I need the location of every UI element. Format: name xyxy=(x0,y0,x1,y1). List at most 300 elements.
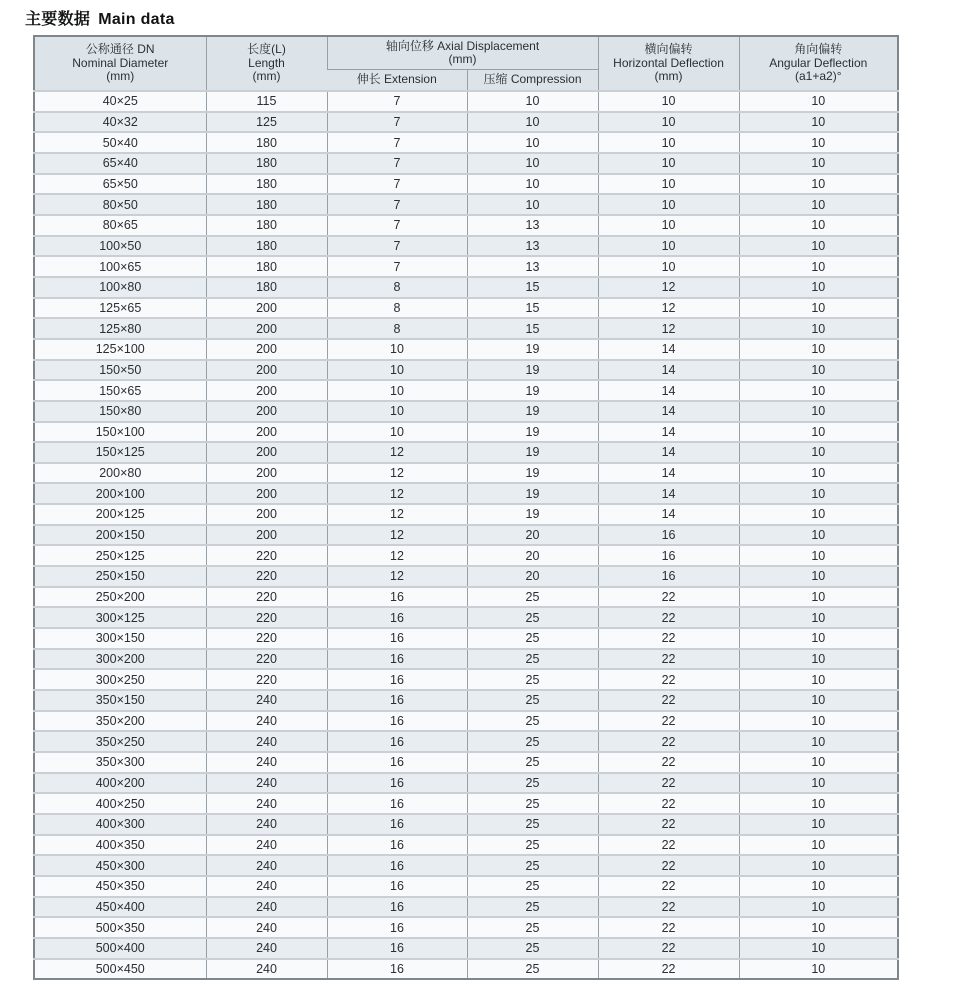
table-cell: 10 xyxy=(739,422,898,443)
table-cell: 10 xyxy=(739,876,898,897)
table-row xyxy=(34,483,898,504)
table-cell: 100×65 xyxy=(99,259,142,274)
table-cell: 200 xyxy=(206,504,327,525)
table-cell: 7 xyxy=(327,174,467,195)
table-cell: 10 xyxy=(739,504,898,525)
table-cell: 19 xyxy=(467,442,598,463)
table-cell: 125 xyxy=(206,112,327,133)
table-cell: 200×100 xyxy=(95,486,145,501)
table-cell: 16 xyxy=(327,731,467,752)
table-row xyxy=(34,422,898,443)
table-cell: 240 xyxy=(206,711,327,732)
table-cell: 10 xyxy=(739,731,898,752)
table-cell: 240 xyxy=(206,855,327,876)
table-row xyxy=(34,442,898,463)
table-cell: 25 xyxy=(467,669,598,690)
table-row xyxy=(34,649,898,670)
table-cell: 25 xyxy=(467,855,598,876)
table-cell: 25 xyxy=(467,917,598,938)
table-row xyxy=(34,215,898,236)
table-row xyxy=(34,525,898,546)
table-cell: 350×200 xyxy=(95,714,145,729)
table-row xyxy=(34,174,898,195)
table-cell: 22 xyxy=(598,731,739,752)
table-cell: 200 xyxy=(206,463,327,484)
table-cell: 12 xyxy=(598,318,739,339)
table-cell: 25 xyxy=(467,897,598,918)
table-cell: 22 xyxy=(598,587,739,608)
table-cell: 25 xyxy=(467,587,598,608)
table-cell: 10 xyxy=(739,959,898,980)
table-cell: 25 xyxy=(467,793,598,814)
table-cell: 200 xyxy=(206,298,327,319)
table-cell: 10 xyxy=(739,360,898,381)
table-cell: 10 xyxy=(739,649,898,670)
table-cell: 12 xyxy=(327,545,467,566)
header-line: (mm) xyxy=(252,69,281,84)
table-cell: 16 xyxy=(327,669,467,690)
table-cell: 10 xyxy=(327,422,467,443)
table-cell: 450×350 xyxy=(95,879,145,894)
table-cell: 12 xyxy=(327,483,467,504)
table-cell: 250×125 xyxy=(95,548,145,563)
table-cell: 12 xyxy=(598,298,739,319)
table-cell: 10 xyxy=(739,814,898,835)
table-cell: 22 xyxy=(598,669,739,690)
table-cell: 10 xyxy=(467,132,598,153)
table-cell: 16 xyxy=(598,545,739,566)
table-cell: 16 xyxy=(327,855,467,876)
table-cell: 150×125 xyxy=(95,445,145,460)
table-cell: 150×50 xyxy=(99,362,142,377)
table-cell: 7 xyxy=(327,132,467,153)
table-cell: 10 xyxy=(598,153,739,174)
table-cell: 400×300 xyxy=(95,817,145,832)
table-cell: 19 xyxy=(467,339,598,360)
table-cell: 16 xyxy=(327,835,467,856)
table-cell: 10 xyxy=(739,174,898,195)
table-cell: 10 xyxy=(739,628,898,649)
table-cell: 300×125 xyxy=(95,610,145,625)
table-row xyxy=(34,339,898,360)
table-cell: 10 xyxy=(598,236,739,257)
table-cell: 10 xyxy=(739,194,898,215)
table-row xyxy=(34,752,898,773)
header-line: 轴向位移 Axial Displacement xyxy=(385,38,540,53)
table-row xyxy=(34,277,898,298)
table-cell: 10 xyxy=(598,256,739,277)
table-cell: 450×400 xyxy=(95,899,145,914)
table-cell: 7 xyxy=(327,256,467,277)
table-cell: 10 xyxy=(739,607,898,628)
table-row xyxy=(34,153,898,174)
table-cell: 14 xyxy=(598,380,739,401)
table-cell: 240 xyxy=(206,959,327,980)
table-cell: 80×50 xyxy=(102,197,138,212)
table-cell: 150×100 xyxy=(95,424,145,439)
table-cell: 200 xyxy=(206,442,327,463)
table-cell: 22 xyxy=(598,814,739,835)
table-cell: 19 xyxy=(467,380,598,401)
table-cell: 15 xyxy=(467,298,598,319)
table-cell: 25 xyxy=(467,649,598,670)
table-row xyxy=(34,112,898,133)
header-line: 角向偏转 xyxy=(794,42,843,57)
table-cell: 25 xyxy=(467,607,598,628)
table-cell: 10 xyxy=(739,215,898,236)
table-cell: 16 xyxy=(327,959,467,980)
table-cell: 10 xyxy=(598,132,739,153)
table-cell: 10 xyxy=(739,236,898,257)
table-cell: 25 xyxy=(467,938,598,959)
table-cell: 10 xyxy=(327,339,467,360)
table-cell: 150×80 xyxy=(99,404,142,419)
table-cell: 40×32 xyxy=(102,114,138,129)
table-cell: 40×25 xyxy=(102,94,138,109)
table-cell: 300×150 xyxy=(95,631,145,646)
header-row-top xyxy=(34,36,898,70)
table-cell: 25 xyxy=(467,731,598,752)
table-cell: 100×50 xyxy=(99,238,142,253)
table-row xyxy=(34,545,898,566)
table-row xyxy=(34,917,898,938)
header-line: Nominal Diameter xyxy=(72,55,169,70)
table-cell: 50×40 xyxy=(102,135,138,150)
table-cell: 300×250 xyxy=(95,672,145,687)
page-title xyxy=(25,6,175,29)
col-header-compression: 压缩 Compression xyxy=(467,70,598,92)
table-cell: 12 xyxy=(327,463,467,484)
table-row xyxy=(34,318,898,339)
table-cell: 10 xyxy=(739,545,898,566)
table-cell: 10 xyxy=(598,194,739,215)
table-row xyxy=(34,360,898,381)
table-cell: 14 xyxy=(598,504,739,525)
table-cell: 10 xyxy=(739,132,898,153)
table-cell: 180 xyxy=(206,174,327,195)
col-header-length xyxy=(206,36,327,91)
table-cell: 25 xyxy=(467,814,598,835)
table-cell: 19 xyxy=(467,504,598,525)
table-cell: 22 xyxy=(598,876,739,897)
table-row xyxy=(34,566,898,587)
table-cell: 200 xyxy=(206,339,327,360)
table-cell: 10 xyxy=(739,401,898,422)
table-cell: 200 xyxy=(206,422,327,443)
page-title-cn: 主要数据 xyxy=(25,11,91,28)
table-cell: 10 xyxy=(739,298,898,319)
table-row xyxy=(34,814,898,835)
table-cell: 250×150 xyxy=(95,569,145,584)
table-cell: 10 xyxy=(598,112,739,133)
table-cell: 22 xyxy=(598,711,739,732)
table-cell: 13 xyxy=(467,236,598,257)
table-row xyxy=(34,938,898,959)
table-cell: 16 xyxy=(327,938,467,959)
table-cell: 16 xyxy=(327,897,467,918)
table-cell: 22 xyxy=(598,752,739,773)
table-cell: 13 xyxy=(467,256,598,277)
table-cell: 10 xyxy=(739,112,898,133)
table-cell: 19 xyxy=(467,483,598,504)
table-cell: 125×80 xyxy=(99,321,142,336)
header-line: 长度(L) xyxy=(247,42,286,57)
col-header-angular-deflection xyxy=(739,36,898,91)
table-cell: 10 xyxy=(739,773,898,794)
table-cell: 22 xyxy=(598,773,739,794)
table-cell: 10 xyxy=(739,835,898,856)
table-cell: 10 xyxy=(598,174,739,195)
table-cell: 10 xyxy=(739,587,898,608)
table-cell: 25 xyxy=(467,628,598,649)
table-cell: 13 xyxy=(467,215,598,236)
table-cell: 125×100 xyxy=(95,342,145,357)
table-cell: 7 xyxy=(327,236,467,257)
table-cell: 16 xyxy=(327,607,467,628)
table-cell: 14 xyxy=(598,483,739,504)
table-cell: 10 xyxy=(467,112,598,133)
table-cell: 10 xyxy=(327,401,467,422)
table-cell: 180 xyxy=(206,132,327,153)
table-cell: 180 xyxy=(206,194,327,215)
table-cell: 10 xyxy=(739,339,898,360)
table-cell: 100×80 xyxy=(99,280,142,295)
header-line: 公称通径 DN xyxy=(85,42,155,57)
table-row xyxy=(34,236,898,257)
table-row xyxy=(34,587,898,608)
table-cell: 8 xyxy=(327,277,467,298)
table-cell: 10 xyxy=(739,442,898,463)
main-data-table xyxy=(33,35,899,980)
table-row xyxy=(34,298,898,319)
table-cell: 220 xyxy=(206,587,327,608)
table-cell: 14 xyxy=(598,422,739,443)
table-cell: 200 xyxy=(206,380,327,401)
col-header-extension: 伸长 Extension xyxy=(327,70,467,92)
table-cell: 10 xyxy=(467,153,598,174)
table-cell: 25 xyxy=(467,752,598,773)
table-cell: 14 xyxy=(598,442,739,463)
table-cell: 400×350 xyxy=(95,837,145,852)
table-cell: 16 xyxy=(327,917,467,938)
table-cell: 22 xyxy=(598,917,739,938)
table-cell: 16 xyxy=(327,752,467,773)
table-cell: 400×200 xyxy=(95,775,145,790)
table-cell: 240 xyxy=(206,938,327,959)
table-cell: 80×65 xyxy=(102,218,138,233)
table-cell: 200×80 xyxy=(99,466,142,481)
table-cell: 240 xyxy=(206,917,327,938)
table-cell: 500×350 xyxy=(95,920,145,935)
table-row xyxy=(34,690,898,711)
table-cell: 350×150 xyxy=(95,693,145,708)
page-title-en: Main data xyxy=(98,11,175,28)
table-cell: 22 xyxy=(598,897,739,918)
table-cell: 10 xyxy=(739,277,898,298)
table-cell: 180 xyxy=(206,236,327,257)
table-cell: 180 xyxy=(206,256,327,277)
table-row xyxy=(34,504,898,525)
table-cell: 22 xyxy=(598,835,739,856)
table-cell: 10 xyxy=(739,690,898,711)
table-row xyxy=(34,855,898,876)
table-cell: 15 xyxy=(467,277,598,298)
table-row xyxy=(34,669,898,690)
table-cell: 22 xyxy=(598,649,739,670)
table-row xyxy=(34,773,898,794)
table-row xyxy=(34,91,898,112)
table-cell: 10 xyxy=(467,91,598,112)
table-cell: 10 xyxy=(467,174,598,195)
header-line: (a1+a2)° xyxy=(795,69,842,84)
table-cell: 10 xyxy=(739,91,898,112)
table-cell: 10 xyxy=(739,380,898,401)
table-cell: 10 xyxy=(739,525,898,546)
header-line: (mm) xyxy=(448,52,477,66)
table-row xyxy=(34,380,898,401)
table-cell: 7 xyxy=(327,215,467,236)
table-row xyxy=(34,835,898,856)
table-cell: 22 xyxy=(598,628,739,649)
table-row xyxy=(34,628,898,649)
table-row xyxy=(34,132,898,153)
table-cell: 200×125 xyxy=(95,507,145,522)
table-cell: 200 xyxy=(206,401,327,422)
table-cell: 180 xyxy=(206,277,327,298)
table-cell: 12 xyxy=(598,277,739,298)
table-cell: 220 xyxy=(206,566,327,587)
table-row xyxy=(34,256,898,277)
table-cell: 22 xyxy=(598,938,739,959)
header-line: Angular Deflection xyxy=(769,55,868,70)
table-cell: 7 xyxy=(327,194,467,215)
table-cell: 25 xyxy=(467,711,598,732)
table-cell: 16 xyxy=(327,711,467,732)
table-cell: 125×65 xyxy=(99,300,142,315)
table-cell: 10 xyxy=(598,215,739,236)
table-cell: 19 xyxy=(467,422,598,443)
table-cell: 16 xyxy=(598,566,739,587)
table-cell: 10 xyxy=(739,917,898,938)
table-cell: 240 xyxy=(206,876,327,897)
table-cell: 12 xyxy=(327,442,467,463)
table-cell: 10 xyxy=(467,194,598,215)
table-cell: 220 xyxy=(206,669,327,690)
table-cell: 240 xyxy=(206,690,327,711)
table-cell: 350×300 xyxy=(95,755,145,770)
table-row xyxy=(34,711,898,732)
header-line: Horizontal Deflection xyxy=(613,55,724,70)
table-cell: 10 xyxy=(739,153,898,174)
table-cell: 19 xyxy=(467,463,598,484)
table-cell: 220 xyxy=(206,649,327,670)
col-header-nominal-diameter xyxy=(34,36,206,91)
table-cell: 10 xyxy=(327,360,467,381)
table-cell: 200 xyxy=(206,318,327,339)
table-cell: 22 xyxy=(598,959,739,980)
table-cell: 16 xyxy=(327,793,467,814)
table-cell: 25 xyxy=(467,773,598,794)
table-cell: 14 xyxy=(598,360,739,381)
table-row xyxy=(34,897,898,918)
header-line: (mm) xyxy=(106,69,135,84)
table-cell: 20 xyxy=(467,566,598,587)
table-cell: 19 xyxy=(467,360,598,381)
table-cell: 22 xyxy=(598,607,739,628)
table-row xyxy=(34,463,898,484)
header-line: 横向偏转 xyxy=(644,42,693,57)
table-cell: 150×65 xyxy=(99,383,142,398)
table-cell: 10 xyxy=(739,711,898,732)
table-cell: 240 xyxy=(206,773,327,794)
table-cell: 10 xyxy=(739,938,898,959)
table-header xyxy=(34,36,898,91)
table-cell: 200 xyxy=(206,525,327,546)
table-cell: 16 xyxy=(327,814,467,835)
table-cell: 350×250 xyxy=(95,734,145,749)
table-cell: 300×200 xyxy=(95,652,145,667)
table-cell: 450×300 xyxy=(95,858,145,873)
table-row xyxy=(34,731,898,752)
table-cell: 10 xyxy=(739,566,898,587)
table-cell: 240 xyxy=(206,793,327,814)
table-cell: 240 xyxy=(206,752,327,773)
table-cell: 220 xyxy=(206,607,327,628)
table-cell: 200×150 xyxy=(95,528,145,543)
table-cell: 10 xyxy=(739,897,898,918)
table-cell: 16 xyxy=(327,587,467,608)
table-row xyxy=(34,401,898,422)
table-cell: 240 xyxy=(206,731,327,752)
table-cell: 12 xyxy=(327,566,467,587)
table-row xyxy=(34,607,898,628)
table-cell: 20 xyxy=(467,525,598,546)
table-cell: 25 xyxy=(467,959,598,980)
table-body xyxy=(34,91,898,979)
col-header-axial-displacement xyxy=(327,36,598,70)
table-cell: 16 xyxy=(327,773,467,794)
table-row xyxy=(34,793,898,814)
table-cell: 10 xyxy=(739,256,898,277)
table-cell: 14 xyxy=(598,401,739,422)
table-cell: 10 xyxy=(739,318,898,339)
table-cell: 22 xyxy=(598,793,739,814)
table-cell: 8 xyxy=(327,318,467,339)
table-cell: 10 xyxy=(739,483,898,504)
table-cell: 10 xyxy=(739,855,898,876)
table-cell: 180 xyxy=(206,215,327,236)
table-cell: 8 xyxy=(327,298,467,319)
table-cell: 14 xyxy=(598,463,739,484)
table-cell: 10 xyxy=(739,752,898,773)
table-cell: 240 xyxy=(206,814,327,835)
table-cell: 10 xyxy=(327,380,467,401)
table-cell: 180 xyxy=(206,153,327,174)
table-cell: 14 xyxy=(598,339,739,360)
table-cell: 25 xyxy=(467,690,598,711)
table-cell: 10 xyxy=(739,793,898,814)
table-cell: 250×200 xyxy=(95,590,145,605)
table-row xyxy=(34,959,898,980)
col-header-horizontal-deflection xyxy=(598,36,739,91)
table-cell: 16 xyxy=(327,628,467,649)
table-row xyxy=(34,194,898,215)
table-cell: 7 xyxy=(327,91,467,112)
table-cell: 22 xyxy=(598,855,739,876)
table-cell: 220 xyxy=(206,628,327,649)
table-cell: 16 xyxy=(327,649,467,670)
table-cell: 25 xyxy=(467,835,598,856)
